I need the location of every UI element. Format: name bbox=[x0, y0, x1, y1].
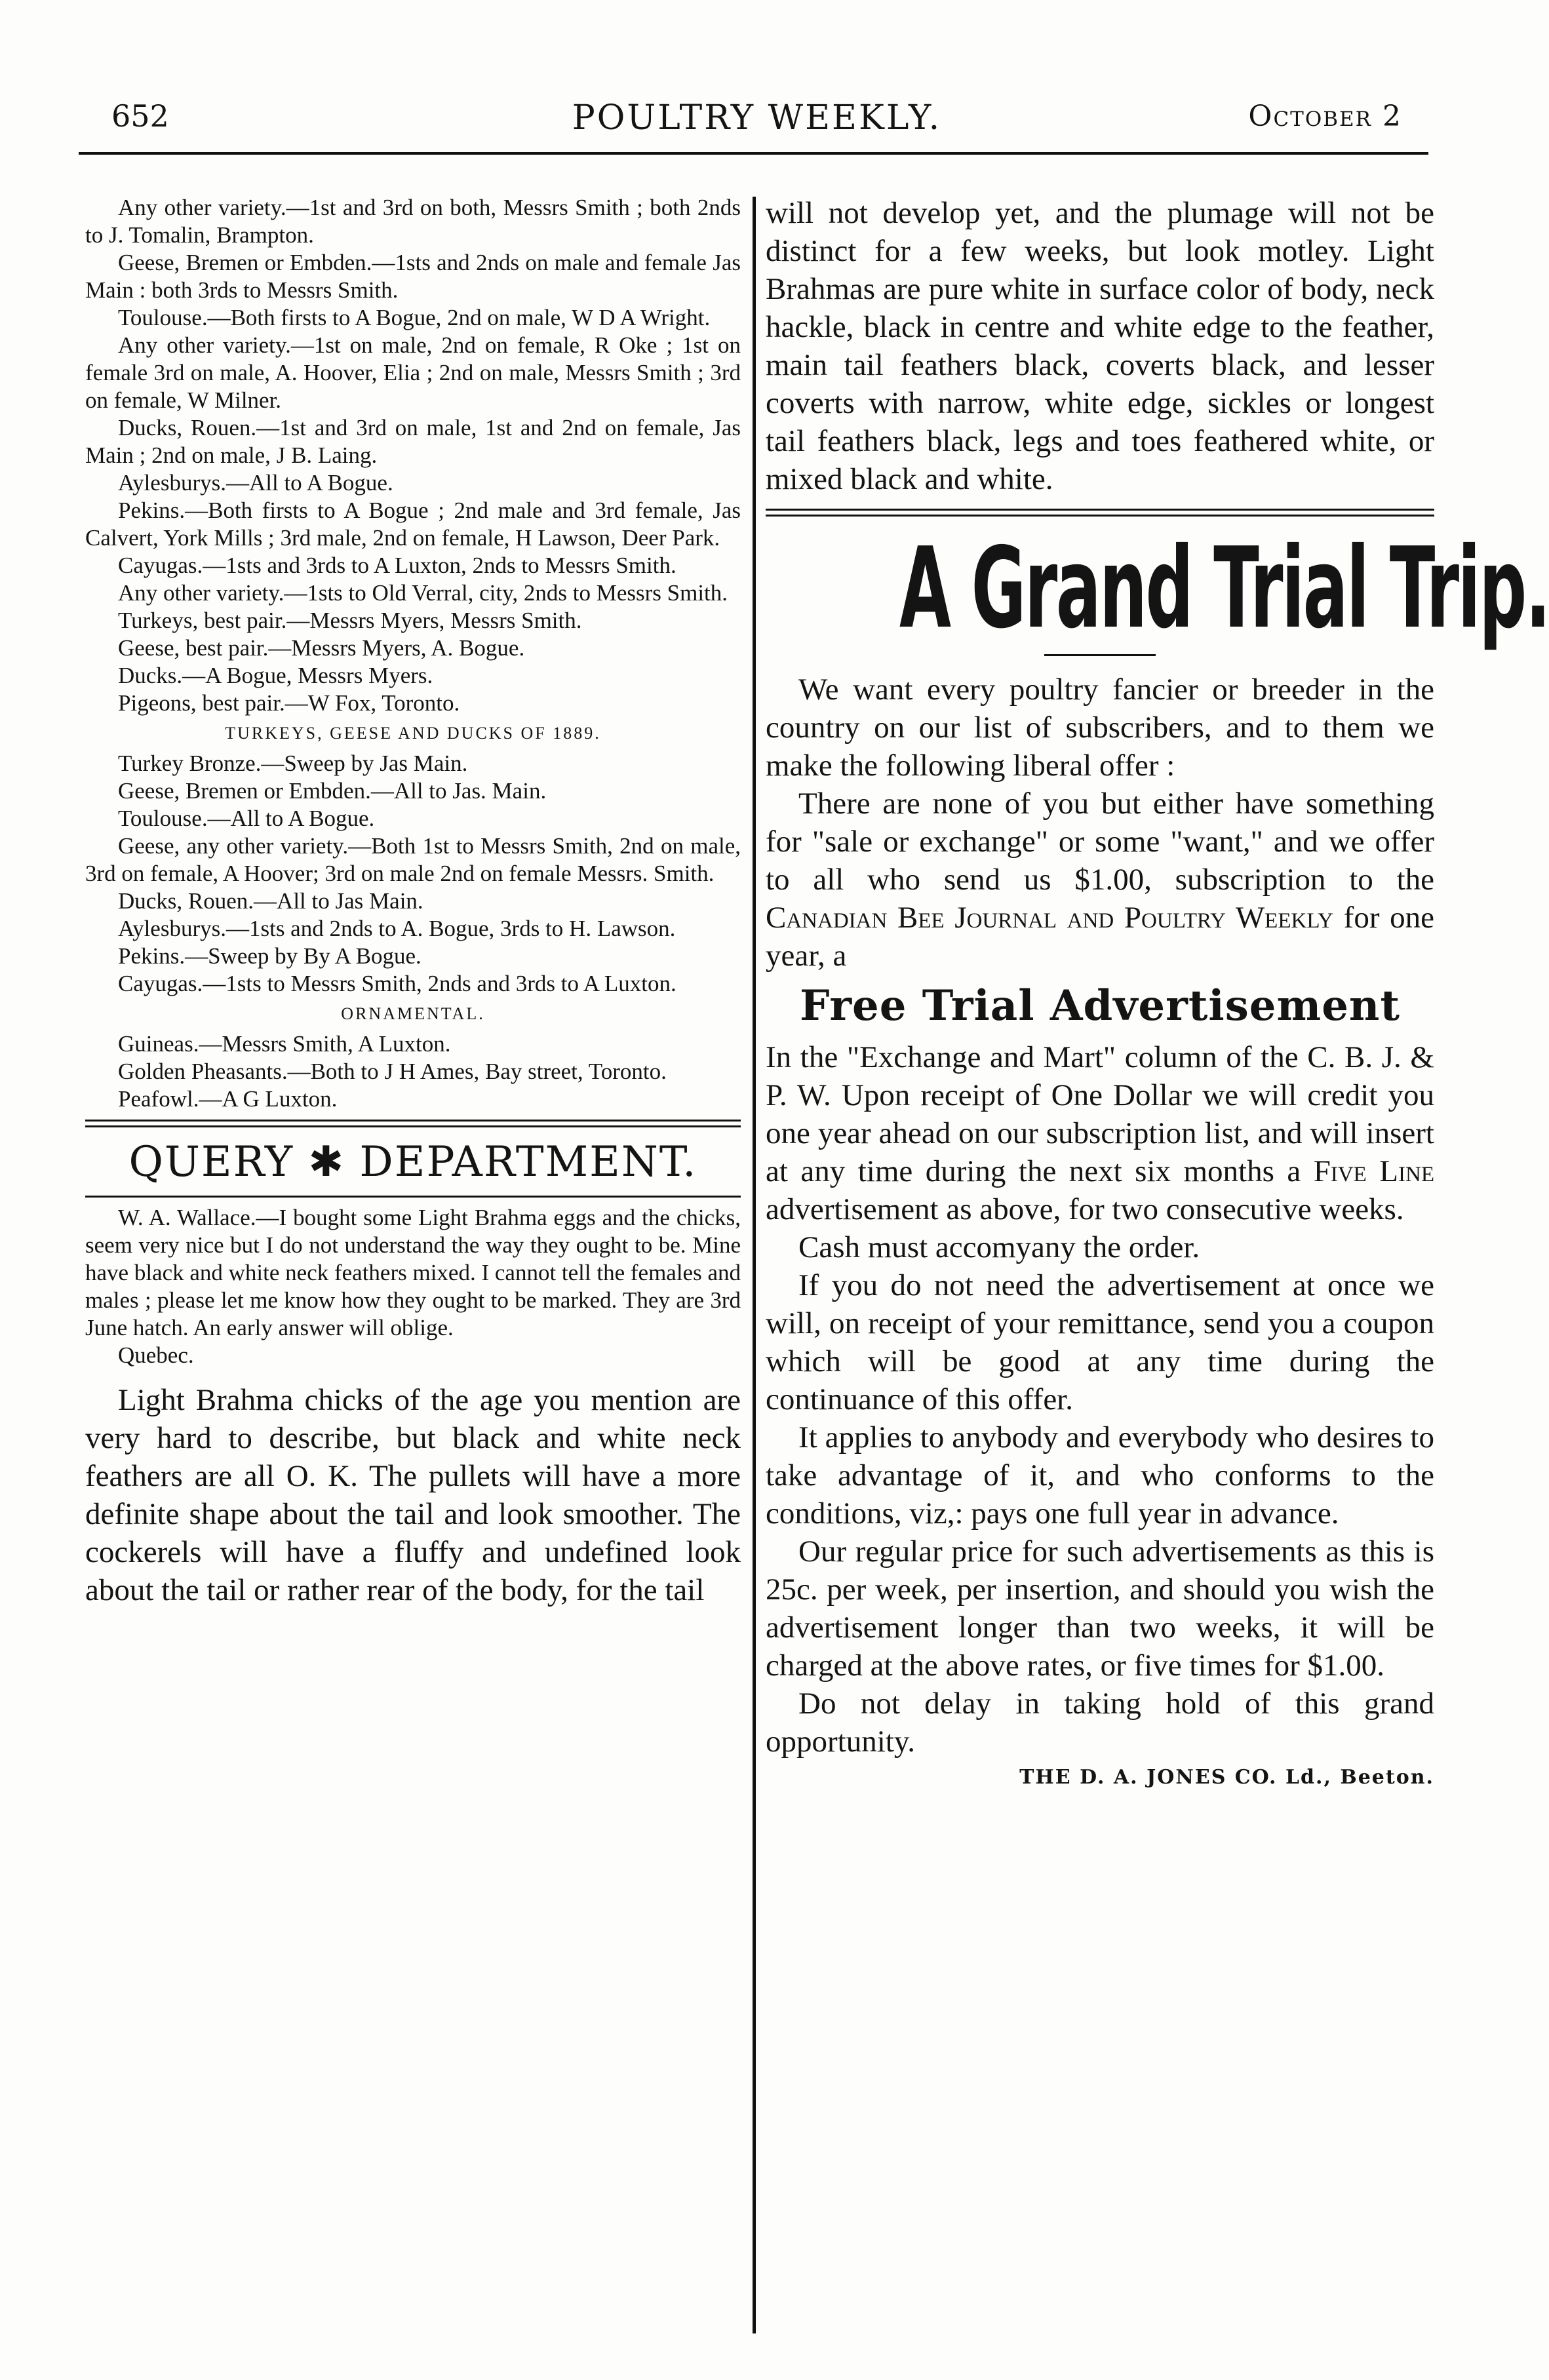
award-entry: Any other variety.—1st and 3rd on both, Messrs Smith ; both 2nds to J. Tomalin, Brampton. bbox=[85, 195, 741, 248]
award-entry: Guineas.—Messrs Smith, A Luxton. bbox=[118, 1031, 451, 1057]
award-entry: Golden Pheasants.—Both to J H Ames, Bay street, Toronto. bbox=[118, 1059, 667, 1084]
publisher-imprint: THE D. A. JONES CO. Ld., Beeton. bbox=[1019, 1766, 1434, 1789]
ad-text: There are none of you but either have something for "sale or exchange" or some "want," and we offer to all who send us $1.00, subscription to the bbox=[766, 787, 1434, 897]
ad-paragraph: It applies to anybody and everybody who desires to take advantage of it, and who conforms to the conditions, viz,: pays one full year in advance. bbox=[766, 1420, 1434, 1531]
award-entry: Geese, Bremen or Embden.—All to Jas. Main. bbox=[118, 778, 547, 804]
query-answer-text: will not develop yet, and the plumage will not be distinct for a few weeks, but look motley. Light Brahmas are pure white in surface color of body, neck hackle, black in centre and white edge to the feather, main tail feathers black, coverts black, and lesser coverts with narrow, white edge, sickles or longest tail feathers black, legs and toes feathered white, or mixed black and white. bbox=[766, 196, 1434, 496]
award-entry: Ducks, Rouen.—1st and 3rd on male, 1st and 2nd on female, Jas Main ; 2nd on male, J B. Laing. bbox=[85, 415, 741, 468]
ad-paragraph: Do not delay in taking hold of this grand opportunity. bbox=[766, 1687, 1434, 1759]
ad-paragraph: Cash must accomyany the order. bbox=[798, 1230, 1200, 1264]
section-rule bbox=[766, 509, 1434, 517]
award-entry: Turkeys, best pair.—Messrs Myers, Messrs Smith. bbox=[118, 608, 582, 633]
query-letter-text: W. A. Wallace.—I bought some Light Brahma eggs and the chicks, seem very nice but I do not understand the way they ought to be. Mine have black and white neck feathers mixed. I cannot tell the females and males ; please let me know how they ought to be marked. They are 3rd June hatch. An early answer will oblige. bbox=[85, 1205, 741, 1340]
query-department-title: QUERY ✱ DEPARTMENT. bbox=[128, 1138, 697, 1186]
ad-paragraph: If you do not need the advertisement at once we will, on receipt of your remittance, send you a coupon which will be good at any time during the continuance of this offer. bbox=[766, 1268, 1434, 1416]
advertisement-body-continued bbox=[766, 1038, 1434, 1761]
ad-paragraph: Our regular price for such advertisements as this is 25c. per week, per insertion, and should you wish the advertisement longer than two weeks, it will be charged at the above rates, or five times for $1.00. bbox=[766, 1534, 1434, 1683]
ad-paragraph: We want every poultry fancier or breeder in the country on our list of subscribers, and to them we make the following liberal offer : bbox=[766, 673, 1434, 783]
section-subheading: ORNAMENTAL. bbox=[341, 1004, 485, 1023]
page-header bbox=[111, 98, 1402, 151]
column-divider bbox=[753, 197, 756, 2333]
ad-text: In the "Exchange and Mart" column of the C. B. J. & P. W. Upon receipt of One Dollar we will credit you one year ahead on our subscription list, and will insert at any time during the next six months a bbox=[766, 1040, 1434, 1188]
publication-title: POULTRY WEEKLY. bbox=[572, 98, 942, 138]
ad-text: advertisement as above, for two consecutive weeks. bbox=[766, 1192, 1404, 1226]
award-entry: Pigeons, best pair.—W Fox, Toronto. bbox=[118, 690, 460, 716]
left-column bbox=[85, 194, 741, 1609]
ad-paragraph bbox=[766, 785, 1434, 975]
query-letter-place: Quebec. bbox=[118, 1342, 194, 1368]
section-subheading: TURKEYS, GEESE AND DUCKS OF 1889. bbox=[225, 724, 601, 743]
award-entry: Cayugas.—1sts and 3rds to A Luxton, 2nds to Messrs Smith. bbox=[118, 553, 676, 578]
award-entry: Ducks.—A Bogue, Messrs Myers. bbox=[118, 663, 433, 688]
award-entry: Geese, any other variety.—Both 1st to Messrs Smith, 2nd on male, 3rd on female, A Hoover; 3rd on male 2nd on female Messrs. Smith. bbox=[85, 833, 741, 886]
award-entry: Pekins.—Sweep by By A Bogue. bbox=[118, 943, 422, 969]
header-rule bbox=[79, 152, 1428, 155]
section-rule bbox=[85, 1120, 741, 1127]
advertisement-body bbox=[766, 671, 1434, 975]
query-answer-continued bbox=[766, 194, 1434, 498]
section-rule bbox=[85, 1196, 741, 1198]
award-entry: Aylesburys.—All to A Bogue. bbox=[118, 470, 393, 496]
award-entry: Toulouse.—Both firsts to A Bogue, 2nd on male, W D A Wright. bbox=[118, 305, 711, 330]
award-entry: Peafowl.—A G Luxton. bbox=[118, 1086, 338, 1112]
award-entry: Any other variety.—1sts to Old Verral, city, 2nds to Messrs Smith. bbox=[118, 580, 728, 606]
award-entry: Toulouse.—All to A Bogue. bbox=[118, 806, 375, 831]
award-entry: Ducks, Rouen.—All to Jas Main. bbox=[118, 888, 423, 914]
page-number: 652 bbox=[111, 98, 169, 134]
advertisement-subtitle: Free Trial Advertisement bbox=[800, 981, 1400, 1030]
award-entry: Geese, best pair.—Messrs Myers, A. Bogue. bbox=[118, 635, 525, 661]
award-entry: Geese, Bremen or Embden.—1sts and 2nds on male and female Jas Main : both 3rds to Messrs Smith. bbox=[85, 250, 741, 303]
journal-name: Canadian Bee Journal and Poultry Weekly bbox=[766, 901, 1334, 935]
award-entry: Aylesburys.—1sts and 2nds to A. Bogue, 3rds to H. Lawson. bbox=[118, 916, 676, 941]
award-entry: Pekins.—Both firsts to A Bogue ; 2nd male and 3rd female, Jas Calvert, York Mills ; 3rd male, 2nd on female, H Lawson, Deer Park. bbox=[85, 497, 741, 551]
title-rule bbox=[1044, 654, 1156, 656]
award-entry: Turkey Bronze.—Sweep by Jas Main. bbox=[118, 751, 468, 776]
query-letter bbox=[85, 1204, 741, 1369]
show-awards bbox=[85, 194, 741, 1113]
ad-text: for one year, a bbox=[766, 901, 1434, 973]
advertisement-title: A Grand Trial Trip. bbox=[899, 524, 1549, 654]
right-column bbox=[766, 194, 1549, 1789]
ad-paragraph bbox=[766, 1038, 1434, 1228]
query-answer-text: Light Brahma chicks of the age you mention are very hard to describe, but black and white neck feathers are all O. K. The pullets will have a more definite shape about the tail and look smoother. The cockerels will have a fluffy and undefined look about the tail or rather rear of the body, for the tail bbox=[85, 1383, 741, 1607]
five-line-label: Five Line bbox=[1313, 1154, 1434, 1188]
query-answer bbox=[85, 1381, 741, 1609]
issue-date: October 2 bbox=[1248, 100, 1402, 133]
award-entry: Cayugas.—1sts to Messrs Smith, 2nds and 3rds to A Luxton. bbox=[118, 971, 676, 996]
award-entry: Any other variety.—1st on male, 2nd on female, R Oke ; 1st on female 3rd on male, A. Hoover, Elia ; 2nd on male, Messrs Smith ; 3rd on female, W Milner. bbox=[85, 332, 741, 413]
